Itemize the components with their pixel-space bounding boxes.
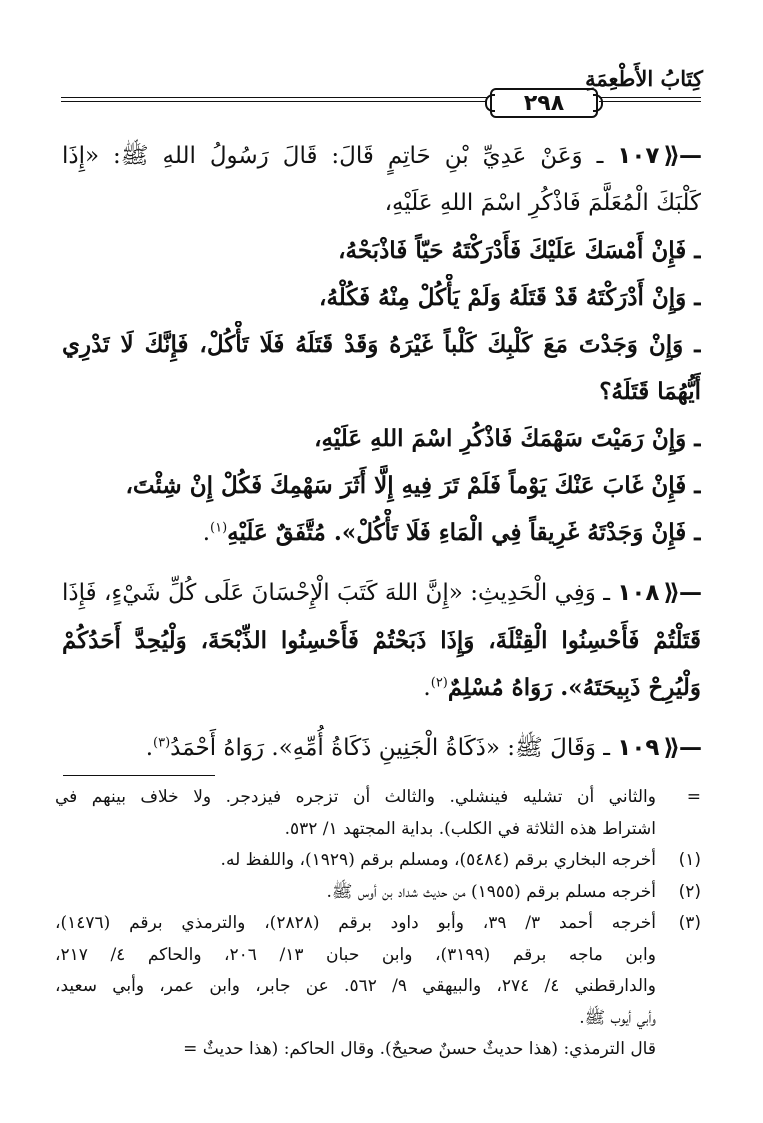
footnote-line xyxy=(55,1034,656,1066)
footnote-ref: (٢) xyxy=(430,675,448,691)
footnote-line: والثاني أن تشليه فينشلي. والثالث أن تزجره فيزدجر. ولا خلاف بينهم في xyxy=(55,787,656,807)
header-rule xyxy=(599,101,701,102)
hadith-107 xyxy=(62,133,701,557)
footnote-line: اشتراط هذه الثلاثة في الكلب). بداية المجتهد ١/ ٥٣٢. xyxy=(284,818,656,839)
header-rule xyxy=(61,101,487,102)
footnote-line: وابن ماجه برقم (٣١٩٩)، وابن حبان ١٣/ ٢٠٦، والحاكم ٤/ ٢١٧، xyxy=(55,944,656,965)
punctuation: . xyxy=(423,675,431,701)
hadith-108 xyxy=(62,570,701,712)
footnote-ref: (٣) xyxy=(153,735,171,751)
hadith-marker: —⟪ xyxy=(663,735,701,761)
continuation-mark: = xyxy=(183,1039,198,1059)
hadith-marker: —⟪ xyxy=(663,143,701,169)
footnote-mark: (٣) xyxy=(678,913,701,933)
footnote-mark: (٢) xyxy=(678,881,701,902)
text-line: ـ وَإِنْ وَجَدْتَ مَعَ كَلْبِكَ كَلْباً غَيْرَهُ وَقَدْ قَتَلَهُ فَلَا تَأْكُلْ، فَإِنَّكَ لَا تَدْرِي xyxy=(62,331,701,358)
text-segment: وَلْيُرِحْ ذَبِيحَتَهُ». رَوَاهُ مُسْلِمٌ xyxy=(447,674,701,701)
page-number-frame xyxy=(490,88,598,118)
text-line xyxy=(62,133,701,180)
footnote-ref: (١) xyxy=(210,520,228,536)
text-line: قَتَلْتُمْ فَأَحْسِنُوا الْقِتْلَةَ، وَإِذَا ذَبَحْتُمْ فَأَحْسِنُوا الذِّبْحَةَ، وَلْيُحِدَّ أَحَدُكُمْ xyxy=(62,627,701,654)
footnote-mark: (١) xyxy=(678,850,701,870)
text-segment: ـ فَإِنْ وَجَدْتَهُ غَرِيقاً فِي الْمَاءِ فَلَا تَأْكُلْ». مُتَّفَقٌ عَلَيْهِ xyxy=(227,519,701,546)
page-number: ٢٩٨ xyxy=(523,90,565,116)
hadith-number: ١٠٩ xyxy=(617,735,660,761)
footnote-mark: = xyxy=(686,787,701,807)
header-rule xyxy=(599,97,701,98)
text-line xyxy=(62,570,701,617)
text-segment: ـ وَفِي الْحَدِيثِ: «إِنَّ اللهَ كَتَبَ الْإِحْسَانَ عَلَى كُلِّ شَيْءٍ، فَإِذَا xyxy=(62,580,610,606)
text-line: كَلْبَكَ الْمُعَلَّمَ فَاذْكُرِ اسْمَ اللهِ عَلَيْهِ، xyxy=(384,190,701,216)
text-line: ـ فَإِنْ أَمْسَكَ عَلَيْكَ فَأَدْرَكْتَهُ حَيّاً فَاذْبَحْهُ، xyxy=(338,237,701,264)
hadith-109 xyxy=(62,725,701,772)
hadith-number: ١٠٨ xyxy=(617,580,660,606)
text-line xyxy=(62,725,701,772)
punctuation: . xyxy=(202,520,211,546)
text-line: ـ وَإِنْ رَمَيْتَ سَهْمَكَ فَاذْكُرِ اسْمَ اللهِ عَلَيْهِ، xyxy=(314,425,701,452)
header-rule xyxy=(61,97,487,98)
book-title: كِتَابُ الأَطْعِمَةِ xyxy=(585,66,703,91)
page-header xyxy=(0,0,763,130)
footnote-line: وأبي أيوب ﷺ. xyxy=(579,1007,656,1028)
main-text xyxy=(62,133,701,772)
footnote xyxy=(55,908,701,1066)
text-segment: ـ وَقَالَ ﷺ: «ذَكَاةُ الْجَنِينِ ذَكَاةُ أُمِّهِ». رَوَاهُ أَحْمَدُ xyxy=(170,735,610,761)
footnote xyxy=(55,782,701,845)
punctuation: . xyxy=(145,735,153,761)
text-line xyxy=(62,509,701,557)
footnote-line: والدارقطني ٤/ ٢٧٤، والبيهقي ٩/ ٥٦٢. عن جابر، وابن عمر، وأبي سعيد، xyxy=(55,976,656,996)
hadith-marker: —⟪ xyxy=(663,580,701,606)
text-line: ـ فَإِنْ غَابَ عَنْكَ يَوْماً فَلَمْ تَرَ فِيهِ إِلَّا أَثَرَ سَهْمِكَ فَكُلْ إِنْ شِئْتَ، xyxy=(125,472,701,499)
text-line: أَيُّهُمَا قَتَلَهُ؟ xyxy=(599,378,701,405)
footnote xyxy=(55,877,701,909)
footnote-line: أخرجه البخاري برقم (٥٤٨٤)، ومسلم برقم (١٩٢٩)، واللفظ له. xyxy=(220,850,656,870)
text-line xyxy=(62,664,701,712)
footnotes xyxy=(55,782,701,1066)
text-segment: ـ وَعَنْ عَدِيِّ بْنِ حَاتِمٍ قَالَ: قَالَ رَسُولُ اللهِ ﷺ: «إِذَا xyxy=(62,143,604,169)
text-line: ـ وَإِنْ أَدْرَكْتَهُ قَدْ قَتَلَهُ وَلَمْ يَأْكُلْ مِنْهُ فَكُلْهُ، xyxy=(319,284,701,311)
footnote-separator xyxy=(63,775,215,776)
footnote-line: أخرجه أحمد ٣/ ٣٩، وأبو داود برقم (٢٨٢٨)، والترمذي برقم (١٤٧٦)، xyxy=(55,913,656,933)
hadith-number: ١٠٧ xyxy=(617,143,660,169)
footnote-line: أخرجه مسلم برقم (١٩٥٥) من حديث شداد بن أوس ﷺ. xyxy=(326,881,656,902)
footnote-text: قال الترمذي: (هذا حديثٌ حسنٌ صحيحٌ). وقال الحاكم: (هذا حديثٌ xyxy=(202,1039,656,1059)
footnote xyxy=(55,845,701,877)
